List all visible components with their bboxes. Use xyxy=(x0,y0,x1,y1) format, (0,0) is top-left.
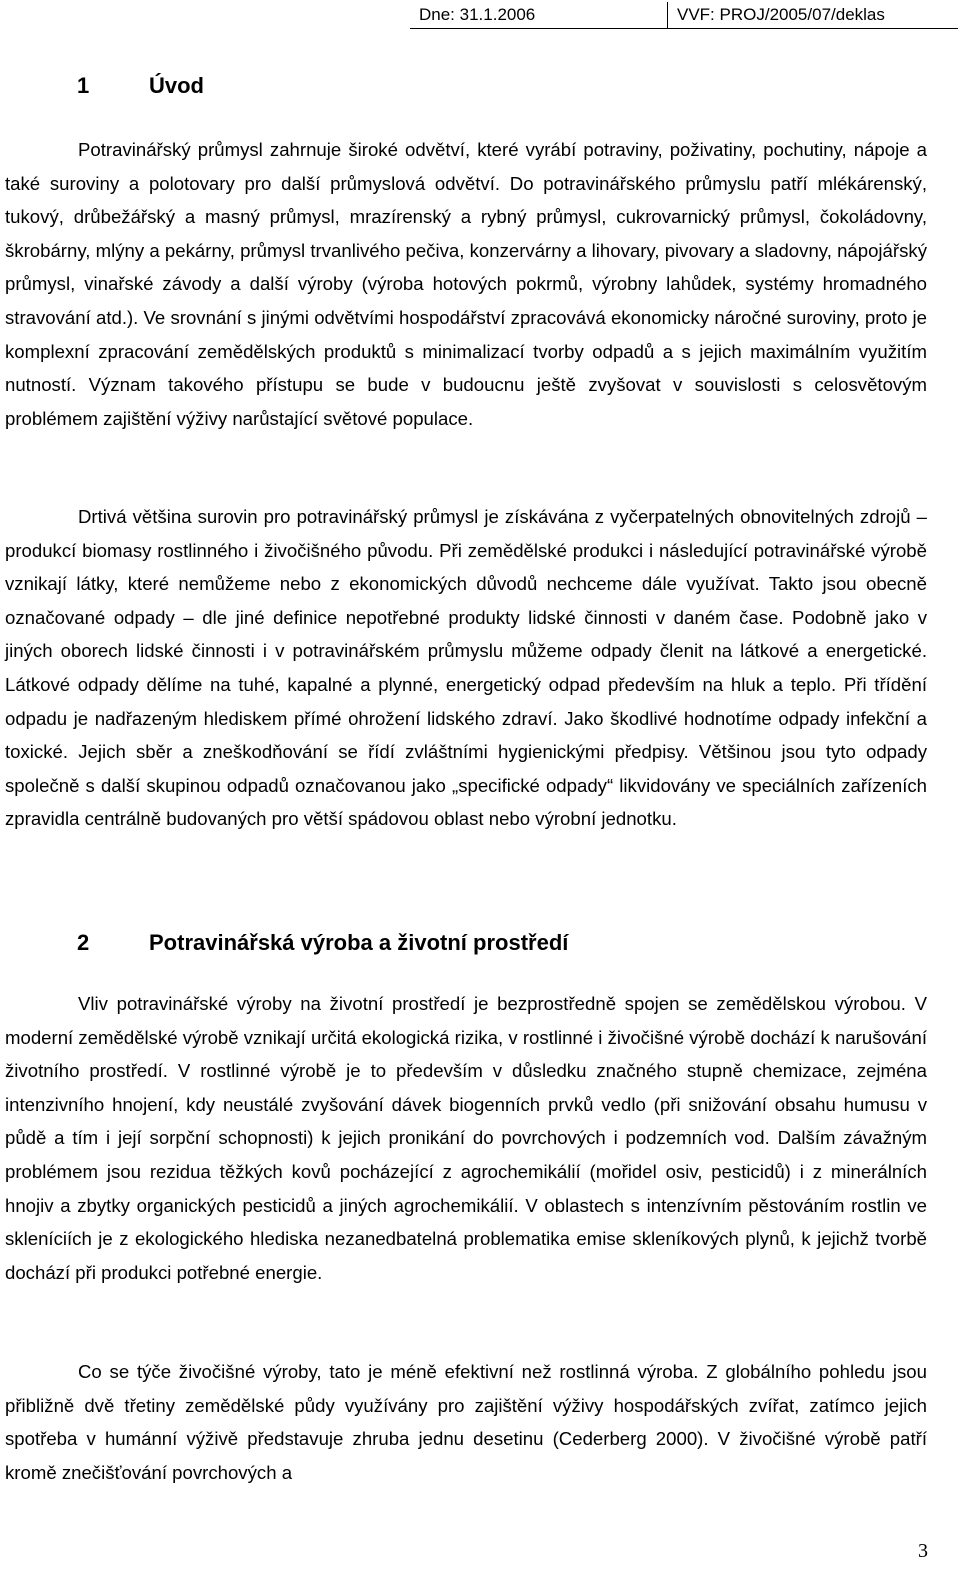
page-header xyxy=(410,2,958,29)
section-number: 2 xyxy=(77,930,90,955)
section-title: Úvod xyxy=(149,73,204,98)
document-date: Dne: 31.1.2006 xyxy=(410,2,668,28)
paragraph: Drtivá většina surovin pro potravinářský průmysl je získávána z vyčerpatelných obnovitelných zdrojů – produkcí biomasy rostlinného i živočišného původu. Při zemědělské produkci i následující potravinářské výrobě vznikají látky, které nemůžeme nebo z ekonomických důvodů nechceme dále využívat. Takto jsou obecně označované odpady – dle jiné definice nepotřebné produkty lidské činnosti v daném čase. Podobně jako v jiných oborech lidské činnosti i v potravinářském průmyslu můžeme odpady členit na látkové a energetické. Látkové odpady dělíme na tuhé, kapalné a plynné, energetický odpad především na hluk a teplo. Při třídění odpadu je nadřazeným hlediskem přímé ohrožení lidského zdraví. Jako škodlivé hodnotíme odpady infekční a toxické. Jejich sběr a zneškodňování se řídí zvláštními hygienickými předpisy. Většinou jsou tyto odpady společně s další skupinou odpadů označovanou jako „specifické odpady“ likvidovány ve speciálních zařízeních zpravidla centrálně budovaných pro větší spádovou oblast nebo výrobní jednotku. xyxy=(5,506,927,830)
paragraph: Vliv potravinářské výroby na životní prostředí je bezprostředně spojen se zemědělskou výrobou. V moderní zemědělské výrobě vznikají určitá ekologická rizika, v rostlinné i živočišné výrobě dochází k narušování životního prostředí. V rostlinné výrobě je to především v důsledku značného stupně chemizace, zejména intenzivního hnojení, kdy neustálé zvyšování dávek biogenních prvků vedlo (při snižování obsahu humusu v půdě a tím i její sorpční schopnosti) k jejich pronikání do povrchových i podzemních vod. Dalším závažným problémem jsou rezidua těžkých kovů pocházející z agrochemikálií (mořidel osiv, pesticidů) i z minerálních hnojiv a zbytky organických pesticidů a jiných agrochemikálií. V oblastech s intenzívním pěstováním rostlin ve skleníciích je z ekologického hlediska nezanedbatelná problematika emise skleníkových plynů, k jejichž tvorbě dochází při produkci potřebné energie. xyxy=(5,993,927,1283)
section-heading-1 xyxy=(77,73,204,99)
paragraph: Potravinářský průmysl zahrnuje široké odvětví, které vyrábí potraviny, poživatiny, pochutiny, nápoje a také suroviny a polotovary pro další průmyslová odvětví. Do potravinářského průmyslu patří mlékárenský, tukový, drůbežářský a masný průmysl, mrazírenský a rybný průmysl, cukrovarnický průmysl, čokoládovny, škrobárny, mlýny a pekárny, průmysl trvanlivého pečiva, konzervárny a lihovary, pivovary a sladovny, nápojářský průmysl, vinařské závody a další výroby (výroba hotových pokrmů, výrobny lahůdek, systémy hromadného stravování atd.). Ve srovnání s jinými odvětvími hospodářství zpracovává ekonomicky náročné suroviny, proto je komplexní zpracování zemědělských produktů s minimalizací tvorby odpadů a s jejich maximálním využitím nutností. Význam takového přístupu se bude v budoucnu ještě zvyšovat v souvislosti s celosvětovým problémem zajištění výživy narůstající světové populace. xyxy=(5,139,927,429)
section-number: 1 xyxy=(77,73,90,98)
document-reference: VVF: PROJ/2005/07/deklas xyxy=(677,5,885,24)
page-number: 3 xyxy=(918,1540,928,1562)
section-title: Potravinářská výroba a životní prostředí xyxy=(149,930,569,955)
section-heading-2 xyxy=(77,930,568,956)
paragraph: Co se týče živočišné výroby, tato je méně efektivní než rostlinná výroba. Z globálního pohledu jsou přibližně dvě třetiny zemědělské půdy využívány pro zajištění výživy hospodářských zvířat, zatímco jejich spotřeba v humánní výživě představuje zhruba jednu desetinu (Cederberg 2000). V živočišné výrobě patří kromě znečišťování povrchových a xyxy=(5,1361,927,1483)
